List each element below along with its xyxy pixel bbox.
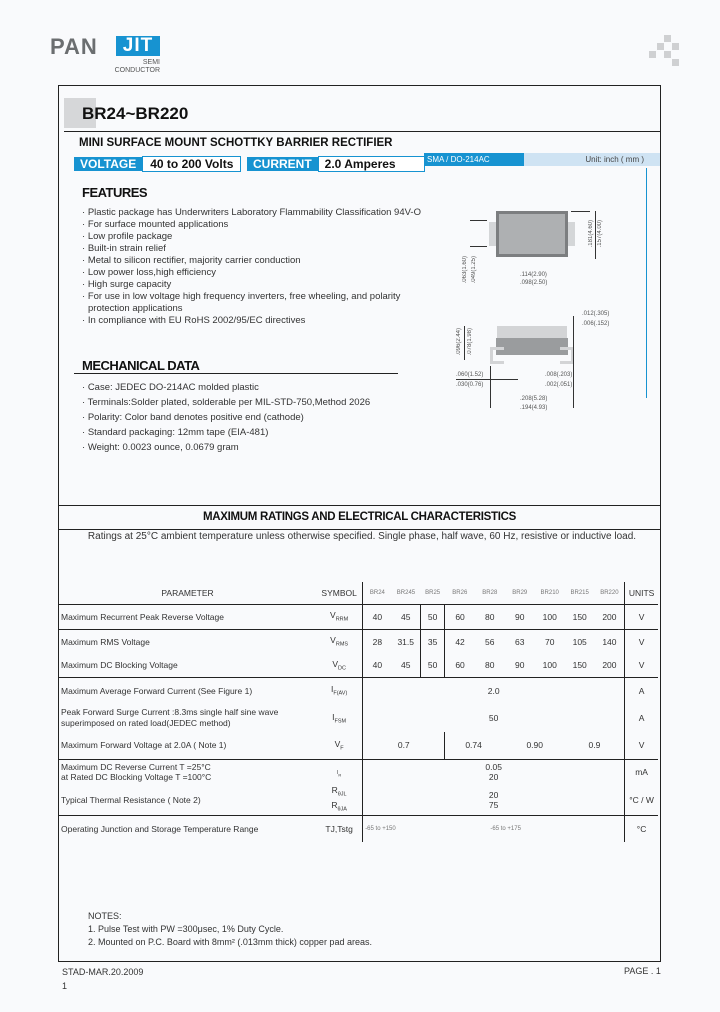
unit-cell: A	[625, 704, 658, 732]
features-list	[82, 207, 422, 327]
header-part: BR220	[600, 589, 619, 596]
package-header	[424, 153, 660, 166]
symbol-subscript: θJA	[337, 806, 347, 813]
page-number: PAGE . 1	[624, 966, 661, 976]
dim-height-b: .078(1.98)	[467, 328, 473, 356]
feature-item: · Plastic package has Underwriters Laboratory Flammability Classification 94V-O	[82, 207, 422, 219]
value-cell: -65 to +150	[363, 815, 421, 842]
param-cell: Maximum Average Forward Current (See Figure 1)	[59, 677, 317, 704]
param-line: at Rated DC Blocking Voltage T =100°C	[61, 772, 212, 783]
value-cell	[363, 785, 625, 815]
divider	[64, 131, 661, 132]
dim-foot-a: .060(1.52)	[456, 372, 484, 378]
ratings-heading: MAXIMUM RATINGS AND ELECTRICAL CHARACTERISTICS	[202, 511, 517, 523]
value-cell: 150	[572, 660, 587, 671]
logo-text-jit: JIT	[116, 36, 160, 56]
value-cell: 56	[475, 629, 505, 654]
symbol-cell: TJ,Tstg	[316, 815, 363, 842]
value-cell: 0.90	[526, 740, 543, 751]
header-part: BR29	[512, 589, 528, 596]
symbol: R	[331, 799, 338, 810]
dim-body-width-b: .157(4.00)	[597, 220, 603, 248]
footer-left	[62, 965, 143, 993]
table-row	[59, 759, 659, 785]
header-part: BR210	[540, 589, 559, 596]
unit-cell: V	[625, 604, 658, 629]
table-row	[59, 604, 659, 629]
header-part: BR24	[363, 582, 392, 604]
symbol: I	[332, 711, 335, 722]
param-line: Maximum DC Reverse Current T =25°C	[61, 762, 211, 773]
mechanical-data-list	[82, 380, 422, 455]
value-cell: 140	[595, 629, 625, 654]
dim-line	[470, 220, 487, 221]
symbol: I	[336, 770, 339, 777]
mechanical-item: · Weight: 0.0023 ounce, 0.0679 gram	[82, 440, 422, 455]
value-cell: 31.5	[392, 629, 421, 654]
symbol-line	[316, 800, 362, 815]
mechanical-item: · Case: JEDEC DO-214AC molded plastic	[82, 380, 422, 395]
logo-sub-line2: CONDUCTOR	[114, 67, 160, 74]
value-cell: 50	[420, 604, 444, 629]
mechanical-item: · Terminals:Solder plated, solderable per MIL-STD-750,Method 2026	[82, 395, 422, 410]
mechanical-item: · Polarity: Color band denotes positive end (cathode)	[82, 410, 422, 425]
unit-cell: mA	[625, 759, 658, 785]
dim-line	[464, 326, 465, 360]
table-row	[59, 815, 659, 842]
value-cell: 50	[363, 704, 625, 732]
dim-lead-thickness-b: .006(.152)	[582, 321, 610, 327]
unit-cell: °C / W	[625, 785, 658, 815]
value-cell: 2.0	[363, 677, 625, 704]
symbol-cell	[316, 677, 363, 704]
symbol-subscript: DC	[337, 665, 346, 672]
dim-line	[490, 366, 491, 408]
dim-lead-thickness-a: .012(.305)	[582, 311, 610, 317]
package-name: SMA / DO-214AC	[424, 153, 524, 166]
dim-lead-width-b: .049(1.25)	[471, 256, 477, 284]
feature-item: · For surface mounted applications	[82, 219, 422, 231]
symbol: V	[334, 738, 341, 749]
feature-item: · Low power loss,high efficiency	[82, 267, 422, 279]
symbol-subscript: RMS	[335, 642, 349, 649]
product-subtitle: MINI SURFACE MOUNT SCHOTTKY BARRIER RECTIFIER	[79, 137, 393, 149]
feature-item: · Metal to silicon rectifier, majority carrier conduction	[82, 255, 422, 267]
ratings-conditions: Ratings at 25°C ambient temperature unless otherwise specified. Single phase, half wave, 60 Hz, resistive or inductive load.	[87, 531, 637, 542]
features-heading: FEATURES	[82, 185, 148, 200]
value-line: 20	[488, 789, 499, 800]
feature-item: · Built-in strain relief	[82, 243, 422, 255]
symbol-subscript: RRM	[335, 616, 349, 623]
symbol-subscript: F(AV)	[333, 691, 348, 698]
value-cell: 200	[602, 660, 617, 671]
symbol: V	[330, 635, 336, 646]
symbol-subscript: FSM	[334, 718, 347, 725]
value-cell: 35	[420, 629, 444, 654]
value-line: 0.05	[485, 762, 502, 773]
unit-cell: V	[625, 732, 658, 759]
symbol-subscript: θJL	[337, 791, 347, 798]
unit-cell: A	[625, 677, 658, 704]
table-row	[59, 732, 659, 759]
value-cell: 63	[505, 629, 535, 654]
value-cell: 80	[485, 660, 495, 671]
package-side-lead-right	[560, 347, 574, 364]
notes	[88, 910, 372, 949]
symbol-cell	[316, 785, 363, 815]
table-row	[59, 704, 659, 732]
value-cell: 90	[505, 604, 535, 629]
package-panel-border	[646, 168, 647, 398]
symbol-cell	[316, 604, 363, 629]
value-cell: 45	[400, 660, 411, 671]
header-part: BR26	[452, 589, 468, 596]
value-cell: 105	[565, 629, 595, 654]
value-cell: -65 to +175	[420, 815, 624, 842]
value-cell: 40	[363, 604, 392, 629]
symbol-cell	[316, 654, 363, 677]
value-cell: 70	[535, 629, 565, 654]
header-symbol: SYMBOL	[321, 587, 357, 598]
dim-body-length-b: .098(2.50)	[520, 280, 548, 286]
voltage-label: VOLTAGE	[74, 157, 142, 171]
value-cell: 100	[542, 660, 557, 671]
param-cell: Maximum Recurrent Peak Reverse Voltage	[59, 604, 317, 629]
unit-note: Unit: inch ( mm )	[524, 153, 660, 166]
value-cell: 150	[565, 604, 595, 629]
value-cell: 60	[445, 604, 475, 629]
value-cell: 42	[445, 629, 475, 654]
dim-standoff-b: .002(.051)	[545, 382, 573, 388]
symbol-cell	[316, 629, 363, 654]
header-part: BR28	[482, 589, 498, 596]
unit-cell: V	[625, 629, 658, 654]
feature-item: · Low profile package	[82, 231, 422, 243]
divider	[58, 961, 661, 962]
value-cell: 40	[363, 654, 392, 677]
header-parameter: PARAMETER	[59, 582, 317, 604]
package-side-lead-left	[490, 347, 504, 364]
param-cell: Operating Junction and Storage Temperature Range	[59, 815, 317, 842]
param-cell: Maximum RMS Voltage	[59, 629, 317, 654]
feature-item: · For use in low voltage high frequency inverters, free wheeling, and polarity protection applications	[82, 291, 422, 315]
symbol: R	[331, 785, 338, 796]
mechanical-item: · Standard packaging: 12mm tape (EIA-481)	[82, 425, 422, 440]
param-cell: Maximum DC Blocking Voltage	[59, 654, 317, 677]
table-row	[59, 677, 659, 704]
value-cell: 0.74	[445, 732, 505, 759]
note-item: 1. Pulse Test with PW =300μsec, 1% Duty Cycle.	[88, 924, 284, 934]
symbol-cell	[316, 732, 363, 759]
voltage-value: 40 to 200 Volts	[142, 156, 241, 172]
package-top-view	[496, 211, 568, 257]
dim-lead-width-a: .063(1.60)	[462, 256, 468, 284]
header-part: BR25	[425, 589, 441, 596]
mechanical-data-heading: MECHANICAL DATA	[82, 358, 200, 373]
divider	[58, 529, 661, 530]
symbol: V	[330, 610, 336, 621]
value-line: 75	[488, 799, 499, 810]
value-cell: 80	[475, 604, 505, 629]
dim-body-width-a: .181(4.60)	[588, 220, 594, 248]
value-cell: 0.9	[588, 740, 601, 751]
notes-title: NOTES:	[88, 911, 122, 921]
value-cell: 50	[420, 654, 444, 677]
symbol-subscript: R	[338, 773, 342, 779]
note-item: 2. Mounted on P.C. Board with 8mm² (.013mm thick) copper pad areas.	[88, 937, 372, 947]
current-value: 2.0 Amperes	[318, 156, 425, 172]
symbol: I	[330, 684, 334, 695]
dim-line	[571, 211, 590, 212]
current-label: CURRENT	[247, 157, 318, 171]
symbol-line	[316, 785, 362, 800]
header-part: BR215	[570, 589, 589, 596]
value-cell: 0.7	[363, 732, 445, 759]
dim-line	[456, 379, 518, 380]
unit-cell: V	[625, 654, 658, 677]
logo-subtitle	[108, 59, 160, 75]
dim-line	[470, 246, 487, 247]
logo-sub-line1: SEMI	[142, 59, 160, 66]
dim-body-length-a: .114(2.90)	[520, 272, 547, 278]
value-cell: 45	[392, 604, 421, 629]
symbol-subscript: F	[340, 745, 344, 752]
value-cell: 200	[595, 604, 625, 629]
dim-line	[573, 316, 574, 408]
table-row	[59, 785, 659, 815]
symbol-cell	[316, 704, 363, 732]
value-line: 20	[488, 772, 499, 783]
header-units: UNITS	[625, 582, 658, 604]
page-title: BR24~BR220	[82, 104, 189, 123]
sheet-number: 1	[62, 981, 68, 991]
header-part: BR245	[396, 589, 416, 596]
doc-code: STAD-MAR.20.2009	[62, 967, 144, 977]
symbol-cell	[316, 759, 363, 785]
param-cell: Typical Thermal Resistance ( Note 2)	[59, 785, 317, 815]
table-row	[59, 629, 659, 654]
table-row	[59, 654, 659, 677]
value-cell: 28	[363, 629, 392, 654]
table-header-row	[59, 582, 659, 604]
feature-item: · High surge capacity	[82, 279, 422, 291]
electrical-characteristics-table	[58, 582, 658, 842]
value-cell	[363, 759, 625, 785]
dim-overall-a: .208(5.28)	[520, 396, 548, 402]
dim-foot-b: .030(0.76)	[456, 382, 484, 388]
symbol: V	[332, 658, 338, 669]
feature-item: · In compliance with EU RoHS 2002/95/EC directives	[82, 315, 422, 327]
param-cell	[59, 759, 317, 785]
divider	[74, 373, 398, 374]
dim-overall-b: .194(4.93)	[520, 405, 548, 411]
package-side-view-body	[496, 338, 568, 355]
value-cell: 60	[445, 654, 475, 677]
value-cell: 100	[535, 604, 565, 629]
voltage-badge	[74, 157, 241, 173]
dim-line	[595, 211, 596, 259]
dim-height-a: .096(2.44)	[456, 328, 462, 356]
package-lead-right	[567, 222, 575, 246]
param-cell: Peak Forward Surge Current :8.3ms single half sine wave superimposed on rated load(JEDEC method)	[59, 704, 317, 732]
decorative-squares-icon	[648, 35, 680, 65]
dim-standoff-a: .008(.203)	[545, 372, 573, 378]
param-cell: Maximum Forward Voltage at 2.0A ( Note 1)	[59, 732, 317, 759]
divider	[58, 505, 661, 506]
logo-text-pan: PAN	[50, 34, 98, 59]
unit-cell: °C	[625, 815, 658, 842]
value-cell: 90	[515, 660, 525, 671]
current-badge	[247, 157, 425, 173]
